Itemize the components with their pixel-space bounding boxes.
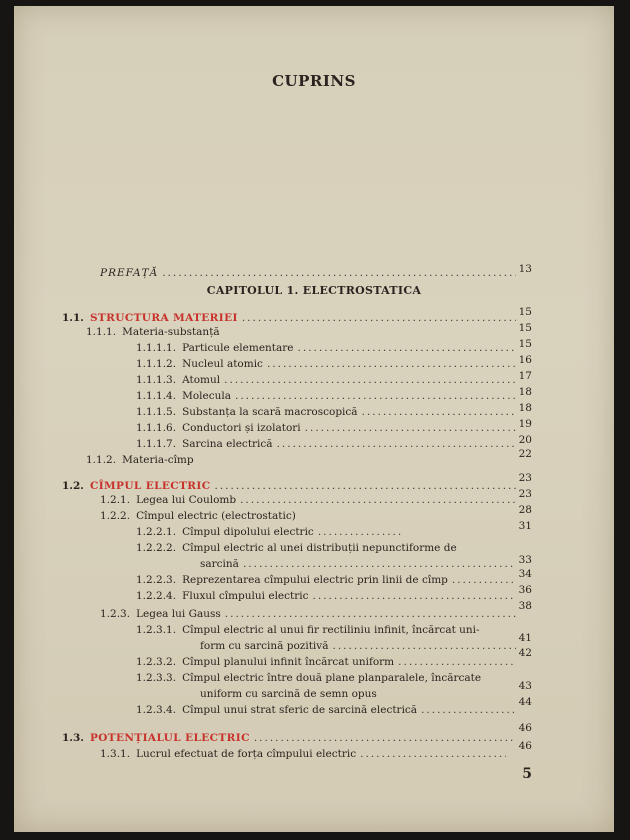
toc-page-number: 15 (518, 338, 532, 350)
toc-entry-text: Lucrul efectuat de forța cîmpului electric (136, 748, 357, 760)
leader-dots (277, 438, 516, 450)
toc-entry (86, 450, 346, 466)
toc-entry-number: 1.2.3.2. (136, 656, 177, 668)
toc-page-number: 28 (518, 504, 532, 516)
leader-dots (398, 656, 516, 668)
toc-page-number: 38 (518, 600, 532, 612)
leader-dots (421, 704, 516, 716)
toc-entry-text: Atomul (182, 374, 221, 386)
toc-page-number: 22 (518, 448, 532, 460)
toc-page-number: 36 (518, 584, 532, 596)
toc-entry-text: Nucleul atomic (182, 358, 263, 370)
toc-entry (100, 506, 400, 522)
toc-entry (136, 402, 520, 418)
toc-entry-number: 1.1.1.1. (136, 342, 177, 354)
toc-entry-text: CÎMPUL ELECTRIC (89, 480, 211, 492)
toc-entry (136, 370, 520, 386)
leader-dots (313, 590, 516, 602)
toc-entry-number: 1.2.3. (100, 608, 131, 620)
toc-entry (136, 620, 536, 636)
toc-entry-text: Cîmpul electric al unei distribuții nepunctiforme de (182, 542, 457, 554)
toc-entry-number: 1.2.2.1. (136, 526, 177, 538)
toc-page-number: 18 (518, 402, 532, 414)
toc-entry (136, 522, 406, 538)
toc-entry-text: Sarcina electrică (182, 438, 273, 450)
toc-entry-number: 1.2.3.1. (136, 624, 177, 636)
toc-entry-text: Cîmpul electric (electrostatic) (136, 510, 296, 522)
toc-entry-number: 1.1.1.3. (136, 374, 177, 386)
toc-entry-text: Conductori și izolatori (182, 422, 301, 434)
toc-page-number: 17 (518, 370, 532, 382)
toc-entry-number: 1.1.1.4. (136, 390, 177, 402)
leader-dots (305, 422, 516, 434)
toc-entry (136, 586, 520, 602)
toc-page-number: 15 (518, 322, 532, 334)
toc-page-number: 34 (518, 568, 532, 580)
toc-entry-number: 1.2.3.3. (136, 672, 177, 684)
toc-page-number: 13 (518, 263, 532, 275)
toc-page-number: 23 (518, 472, 532, 484)
toc-entry (136, 538, 536, 554)
toc-entry-number: 1.3.1. (100, 748, 131, 760)
toc-entry-number: 1.1.1.7. (136, 438, 177, 450)
toc-page-number: 20 (518, 434, 532, 446)
toc-entry (136, 418, 520, 434)
toc-page-number: 19 (518, 418, 532, 430)
toc-entry-text: Cîmpul electric între două plane planparalele, încărcate (182, 672, 482, 684)
toc-entry-continuation (200, 636, 520, 652)
leader-dots (332, 640, 516, 652)
toc-entry-text: sarcină (200, 558, 239, 570)
toc-entry (136, 386, 520, 402)
toc-entry (136, 668, 536, 684)
toc-page-number: 23 (518, 488, 532, 500)
toc-page-number: 18 (518, 386, 532, 398)
toc-entry-text: Molecula (182, 390, 231, 402)
leader-dots (360, 748, 506, 760)
toc-entry-number: 1.1.1.2. (136, 358, 177, 370)
toc-entry-text: Legea lui Coulomb (136, 494, 237, 506)
toc-entry-text: Materia-substanță (122, 326, 220, 338)
toc-page-number: 16 (518, 354, 532, 366)
leader-dots (267, 358, 516, 370)
toc-entry-text: Fluxul cîmpului electric (182, 590, 309, 602)
toc-entry-number: 1.2.2.2. (136, 542, 177, 554)
toc-entry (100, 490, 520, 506)
toc-entry-number: 1.1.1. (86, 326, 117, 338)
leader-dots (318, 526, 402, 538)
toc-entry-text: Legea lui Gauss (136, 608, 221, 620)
toc-entry (136, 652, 520, 668)
toc-entry-number: 1.1.1.5. (136, 406, 177, 418)
toc-entry-text: uniform cu sarcină de semn opus (200, 688, 377, 700)
toc-entry-text: Cîmpul electric al unui fir rectiliniu infinit, încărcat uni- (182, 624, 480, 636)
toc-entry (136, 700, 520, 716)
toc-page-number: 31 (518, 520, 532, 532)
toc-entry-number: 1.2.3.4. (136, 704, 177, 716)
toc-entry-section (62, 728, 520, 744)
toc-page-number: 43 (518, 680, 532, 692)
leader-dots (243, 558, 516, 570)
leader-dots (362, 406, 516, 418)
toc-entry-text: STRUCTURA MATERIEI (89, 312, 238, 324)
leader-dots (452, 574, 516, 586)
chapter-heading: CAPITOLUL 1. ELECTROSTATICA (206, 284, 422, 297)
leader-dots (240, 494, 516, 506)
toc-entry-text: Materia-cîmp (122, 454, 194, 466)
toc-page-number: 46 (518, 722, 532, 734)
toc-entry-text: form cu sarcină pozitivă (200, 640, 329, 652)
leader-dots (225, 608, 516, 620)
toc-entry-number: 1.2.2.3. (136, 574, 177, 586)
leader-dots (298, 342, 516, 354)
toc-entry (136, 434, 520, 450)
page-title: CUPRINS (272, 72, 356, 90)
toc-entry (86, 322, 346, 338)
toc-entry (100, 604, 520, 620)
toc-entry-prefata (100, 263, 520, 279)
toc-entry (136, 354, 520, 370)
leader-dots (235, 390, 516, 402)
toc-page-number: 44 (518, 696, 532, 708)
toc-entry-number: 1.1.2. (86, 454, 117, 466)
toc-entry-number: 1.2.1. (100, 494, 131, 506)
toc-entry-number: 1.2. (62, 480, 84, 492)
toc-entry-number: 1.2.2.4. (136, 590, 177, 602)
toc-entry-text: Particule elementare (182, 342, 294, 354)
toc-page-number: 42 (518, 647, 532, 659)
toc-entry (136, 338, 520, 354)
leader-dots (162, 267, 516, 279)
toc-entry (100, 744, 510, 760)
toc-page-number: 46 (518, 740, 532, 752)
toc-entry-number: 1.1.1.6. (136, 422, 177, 434)
toc-entry-number: 1.2.2. (100, 510, 131, 522)
toc-entry-text: Cîmpul unui strat sferic de sarcină electrică (182, 704, 418, 716)
toc-entry-number: 1.1. (62, 312, 84, 324)
toc-page-number: 15 (518, 306, 532, 318)
toc-entry-text: Cîmpul planului infinit încărcat uniform (182, 656, 395, 668)
leader-dots (224, 374, 516, 386)
toc-entry-text: Cîmpul dipolului electric (182, 526, 314, 538)
toc-page-number: 41 (518, 632, 532, 644)
book-page (14, 6, 614, 832)
toc-entry-number: 1.3. (62, 732, 84, 744)
toc-entry-text: PREFAȚĂ (100, 267, 159, 279)
toc-entry-text: POTENȚIALUL ELECTRIC (89, 732, 250, 744)
toc-entry-continuation (200, 554, 520, 570)
leader-dots (254, 732, 516, 744)
toc-entry-text: Substanța la scară macroscopică (182, 406, 358, 418)
toc-entry-continuation (200, 684, 480, 700)
page-number: 5 (522, 766, 532, 782)
toc-entry (136, 570, 520, 586)
toc-page-number: 33 (518, 554, 532, 566)
toc-entry-text: Reprezentarea cîmpului electric prin linii de cîmp (182, 574, 448, 586)
